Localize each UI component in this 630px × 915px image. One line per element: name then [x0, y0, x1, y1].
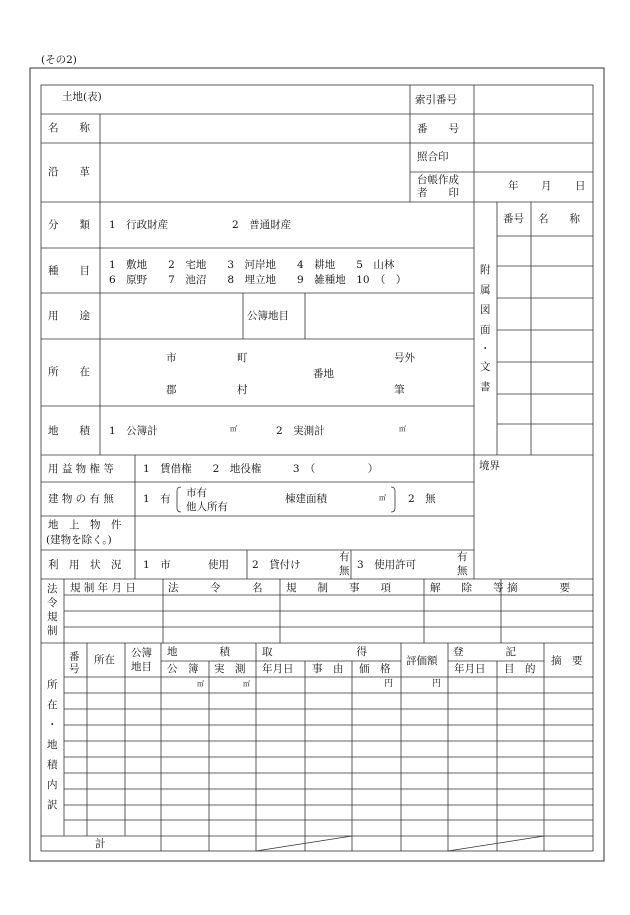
breakdown-char-6: 内 — [47, 779, 58, 791]
loc-mura: 村 — [237, 384, 248, 396]
building-no: 2 無 — [408, 493, 436, 505]
attach-col-number: 番号 — [503, 213, 524, 225]
use-label: 用 途 — [48, 310, 90, 322]
area-registry: 1 公簿計 — [109, 425, 158, 437]
beneficial-rights-options: 1 賃借権 2 地役権 3 （ ） — [143, 463, 379, 475]
area-actual-unit: ㎡ — [399, 425, 406, 433]
header-notes: 摘 要 — [551, 655, 583, 667]
law-notes-header: 摘 要 — [507, 582, 570, 594]
attach-char-7: 書 — [480, 381, 491, 393]
law-release-header: 解 除 等 — [430, 582, 504, 594]
attach-char-1: 附 — [480, 264, 491, 276]
header-area-registry: 公 簿 — [167, 663, 199, 675]
beneficial-rights-label: 用 益 物 権 等 — [48, 463, 114, 475]
area-registry-unit: ㎡ — [230, 425, 237, 433]
breakdown-char-7: 訳 — [47, 799, 58, 811]
city-owned: 市有 — [186, 487, 207, 499]
building-area-label: 棟建面積 — [285, 493, 327, 505]
permit-no: 無 — [457, 565, 468, 577]
header-reg-purpose: 目 的 — [504, 663, 536, 675]
ledger-creator-line1: 台帳作成 — [417, 174, 459, 186]
sheet-label: (その2) — [41, 54, 77, 66]
ground-objects-line1: 地 上 物 件 — [48, 519, 122, 531]
attach-char-4: 面 — [480, 324, 491, 336]
attach-col-name: 名 称 — [538, 213, 580, 225]
form-title: 土地(表) — [62, 91, 102, 103]
attach-char-2: 属 — [480, 284, 491, 296]
header-acq-price: 価 格 — [359, 663, 391, 675]
loc-hitsu: 筆 — [394, 384, 405, 396]
unit-price-yen: 円 — [384, 679, 394, 689]
area-label: 地 積 — [48, 425, 90, 437]
loc-gougai: 号外 — [394, 352, 415, 364]
building-exists-label: 建 物 の 有 無 — [48, 493, 114, 505]
name-label: 名 称 — [48, 122, 90, 134]
category-label: 種 目 — [48, 265, 90, 277]
class-option-administrative: 1 行政財産 — [109, 219, 169, 231]
breakdown-char-4: 地 — [47, 739, 58, 751]
collation-seal-label: 照合印 — [417, 151, 449, 163]
breakdown-char-5: 積 — [47, 759, 58, 771]
year-label: 年 — [508, 180, 519, 192]
loc-gun: 郡 — [166, 384, 177, 396]
usage-permit: 3 使用許可 — [357, 559, 417, 571]
loc-machi: 町 — [237, 352, 248, 364]
month-label: 月 — [541, 180, 552, 192]
building-yes: 1 有 — [143, 493, 171, 505]
registry-category-label: 公簿地目 — [247, 310, 289, 322]
header-acquisition: 取 得 — [262, 646, 367, 658]
ledger-creator-line2: 者 印 — [417, 187, 459, 199]
day-label: 日 — [575, 180, 586, 192]
law-char-4: 制 — [47, 625, 58, 637]
law-char-2: 令 — [47, 597, 58, 609]
attach-char-3: 図 — [480, 304, 491, 316]
header-registry-1: 公簿 — [131, 647, 152, 659]
attach-char-6: 文 — [480, 361, 491, 373]
header-number: 番号 — [69, 651, 80, 675]
breakdown-char-2: 在 — [47, 699, 58, 711]
loc-shi: 市 — [166, 352, 177, 364]
usage-lease: 2 貸付け — [252, 559, 301, 571]
law-date-header: 規 制 年 月 日 — [70, 582, 136, 594]
unit-area-actual: ㎡ — [243, 680, 250, 688]
header-area-actual: 実 測 — [214, 663, 246, 675]
class-option-ordinary: 2 普通財産 — [232, 219, 292, 231]
unit-valuation-yen: 円 — [432, 679, 442, 689]
lease-yes: 有 — [339, 551, 350, 563]
law-name-header: 法 令 名 — [168, 582, 263, 594]
building-area-unit: ㎡ — [379, 494, 386, 502]
boundary-label: 境界 — [479, 460, 500, 472]
header-acq-reason: 事 由 — [312, 663, 344, 675]
category-options-line1: 1 敷地 2 宅地 3 河岸地 4 耕地 5 山林 — [109, 259, 395, 271]
other-owned: 他人所有 — [186, 501, 228, 513]
header-area: 地 積 — [167, 646, 230, 658]
header-acq-date: 年月日 — [262, 663, 294, 675]
number-label: 番 号 — [417, 123, 459, 135]
breakdown-char-3: ・ — [47, 719, 58, 731]
header-location: 所在 — [94, 654, 115, 666]
index-number-label: 索引番号 — [415, 94, 457, 106]
area-actual: 2 実測計 — [276, 425, 325, 437]
classification-label: 分 類 — [48, 219, 90, 231]
usage-use: 使用 — [208, 559, 229, 571]
ground-objects-line2: (建物を除く。) — [46, 534, 112, 546]
law-char-3: 規 — [47, 611, 58, 623]
header-reg-date: 年月日 — [454, 663, 486, 675]
lease-no: 無 — [339, 565, 350, 577]
attach-char-5: ・ — [480, 343, 491, 355]
permit-yes: 有 — [457, 551, 468, 563]
location-label: 所 在 — [48, 366, 90, 378]
total-label: 計 — [95, 838, 106, 850]
header-registration: 登 記 — [453, 646, 516, 658]
history-label: 沿 革 — [48, 166, 90, 178]
header-registry-2: 地目 — [131, 661, 152, 673]
header-valuation: 評価額 — [406, 655, 438, 667]
breakdown-char-1: 所 — [47, 679, 58, 691]
unit-area-registry: ㎡ — [197, 680, 204, 688]
usage-city: 1 市 — [143, 559, 171, 571]
usage-status-label: 利 用 状 況 — [48, 559, 122, 571]
law-regulation-header: 規 制 事 項 — [286, 582, 391, 594]
law-char-1: 法 — [47, 583, 58, 595]
loc-banchi: 番地 — [313, 368, 334, 380]
category-options-line2: 6 原野 7 池沼 8 埋立地 9 雑種地 10 （ ） — [109, 274, 407, 286]
